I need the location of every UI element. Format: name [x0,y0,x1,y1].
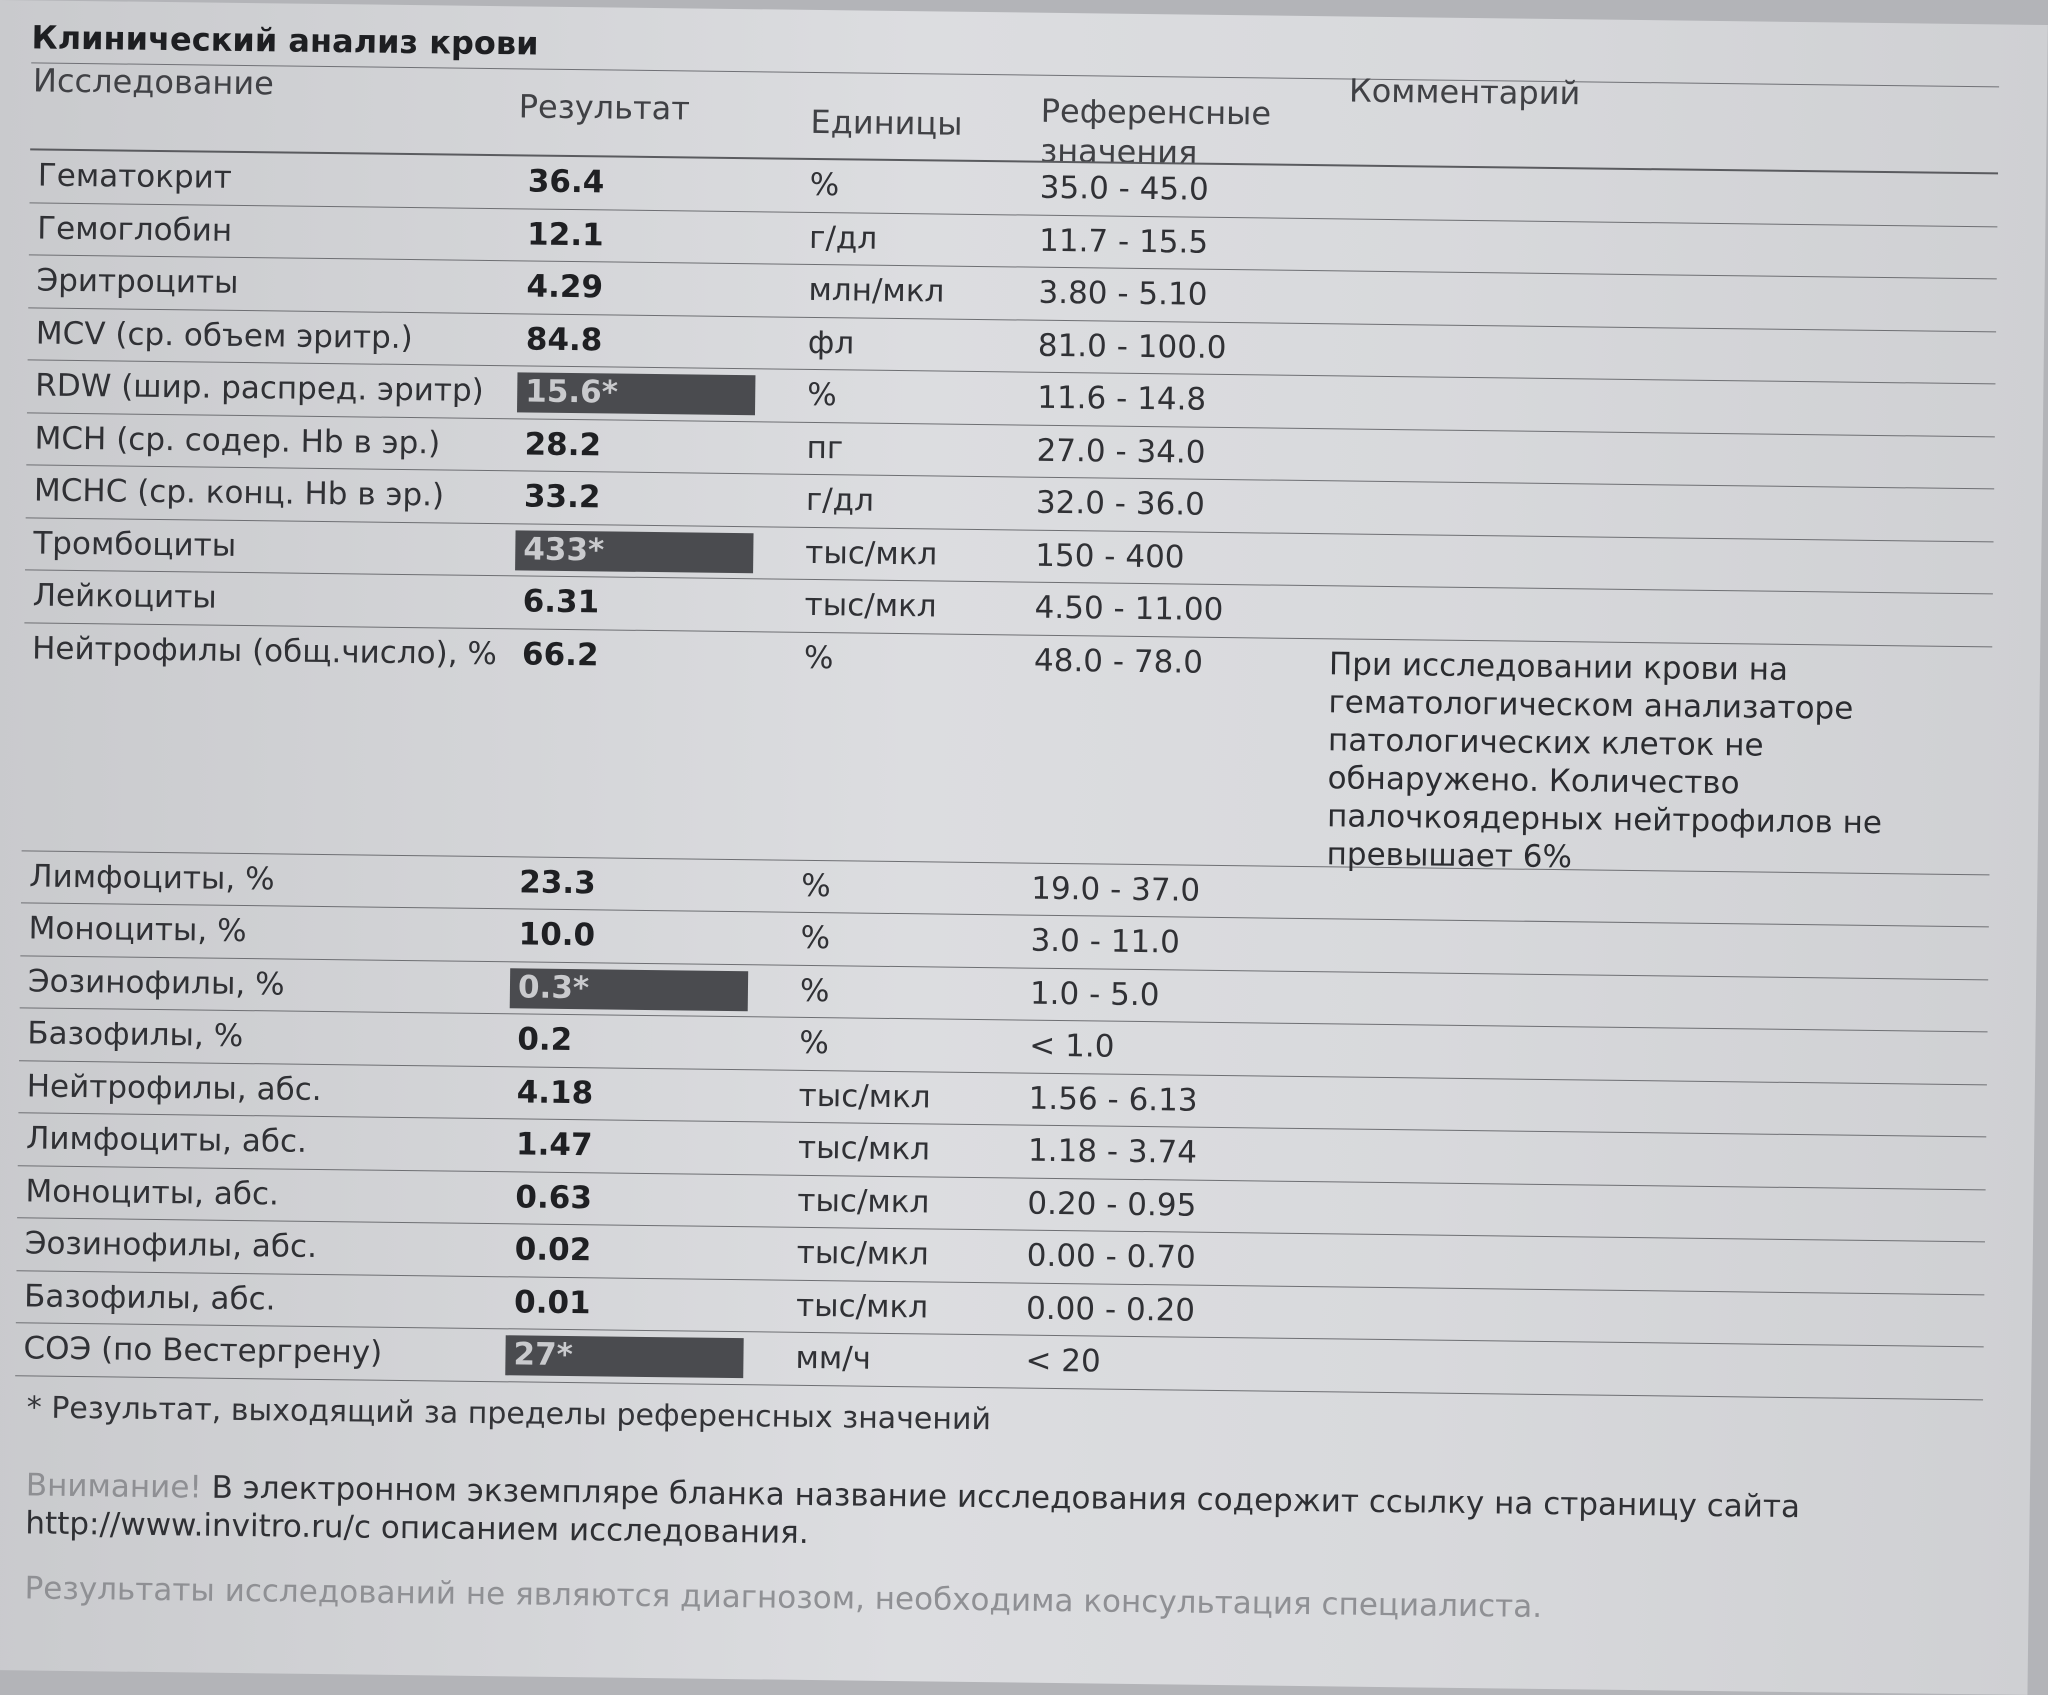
test-name: Лимфоциты, % [29,857,275,897]
reference-range: 0.00 - 0.70 [1026,1237,1196,1276]
report-title: Клинический анализ крови [31,18,539,63]
result-value-flagged: 0.3* [510,968,748,1011]
test-name: СОЭ (по Вестергрену) [23,1330,383,1371]
test-name: RDW (шир. распред. эритр) [35,367,484,409]
result-value: 84.8 [525,320,603,358]
attention-text: В электронном экземпляре бланка название исследования содержит ссылку на страницу сайта http://www.invitro.ru/с описанием исследования. [25,1469,1801,1551]
reference-range: 11.7 - 15.5 [1038,222,1209,261]
results-table [15,150,1998,1399]
test-name: Нейтрофилы, абс. [26,1067,322,1108]
units: % [803,639,834,676]
test-name: Моноциты, абс. [25,1172,280,1212]
test-name: Базофилы, % [27,1015,244,1055]
units: тыс/мкл [796,1234,929,1273]
units: млн/мкл [808,271,945,310]
test-name: Гематокрит [37,157,233,196]
result-value: 6.31 [522,583,600,621]
result-value: 23.3 [519,863,596,901]
test-name: Базофилы, абс. [23,1277,276,1317]
reference-range: < 1.0 [1029,1027,1115,1065]
result-value-flagged: 433* [515,530,753,573]
result-value: 10.0 [518,916,596,954]
title-divider [31,62,1999,87]
test-name: MCHC (ср. конц. Hb в эр.) [33,472,445,514]
attention-note [25,1466,1816,1564]
test-name: Лимфоциты, абс. [25,1120,308,1160]
reference-range: 1.56 - 6.13 [1028,1080,1198,1119]
reference-range: 48.0 - 78.0 [1033,642,1204,681]
reference-range: 0.20 - 0.95 [1027,1185,1197,1224]
result-value: 36.4 [527,163,605,201]
comment: При исследовании крови на гематологическом анализаторе патологических клеток не обнаружено. Количество палочкоядерных нейтрофилов не превышает 6% [1326,645,1883,875]
reference-range: 150 - 400 [1035,537,1185,576]
units: тыс/мкл [795,1287,929,1325]
reference-range: 1.0 - 5.0 [1029,975,1160,1013]
col-header-units: Единицы [810,102,963,143]
reference-range: 3.80 - 5.10 [1038,274,1208,313]
result-value: 4.18 [516,1073,594,1111]
reference-range: 3.0 - 11.0 [1030,922,1181,961]
result-value: 0.2 [517,1021,573,1059]
test-name: Нейтрофилы (общ.число), % [31,629,498,672]
units: % [799,1024,830,1062]
result-value: 4.29 [526,268,604,306]
units: % [799,972,830,1009]
reference-range: 11.6 - 14.8 [1036,379,1207,418]
units: пг [806,429,844,466]
test-name: Эозинофилы, % [27,962,285,1003]
reference-range: 19.0 - 37.0 [1031,870,1201,909]
result-value: 0.63 [515,1178,593,1216]
test-name: Гемоглобин [36,209,233,249]
units: % [800,919,831,957]
attention-label: Внимание! [25,1467,203,1506]
table-row [22,623,1993,875]
col-header-reference: Референсные значения [1040,91,1272,172]
result-value: 66.2 [521,635,599,673]
reference-range: 81.0 - 100.0 [1037,327,1227,366]
units: г/дл [808,219,878,257]
units: тыс/мкл [805,534,938,572]
units: тыс/мкл [798,1077,931,1115]
result-value: 0.01 [513,1283,591,1321]
reference-range: 4.50 - 11.00 [1034,589,1224,628]
test-name: Эритроциты [36,262,239,301]
units: тыс/мкл [804,586,937,625]
test-name: Лейкоциты [32,577,217,616]
units: тыс/мкл [797,1129,931,1168]
disclaimer: Результаты исследований не являются диагнозом, необходима консультация специалиста. [24,1570,1543,1625]
reference-range: 35.0 - 45.0 [1039,169,1209,208]
col-header-comment: Комментарий [1348,71,1581,113]
reference-range: 0.00 - 0.20 [1025,1290,1196,1329]
reference-range: 32.0 - 36.0 [1035,484,1206,523]
footnote: * Результат, выходящий за пределы референсных значений [26,1390,992,1438]
result-value: 12.1 [526,215,604,253]
result-value: 1.47 [515,1126,593,1164]
units: г/дл [805,481,875,519]
result-value: 0.02 [514,1231,592,1269]
test-name: Тромбоциты [33,524,237,564]
test-name: MCH (ср. содер. Hb в эр.) [34,419,441,461]
result-value-flagged: 27* [505,1335,743,1378]
units: % [807,376,837,414]
units: % [801,867,831,904]
col-header-result: Результат [518,87,691,128]
units: фл [807,324,855,361]
test-name: Эозинофилы, абс. [24,1225,318,1265]
result-value-flagged: 15.6* [517,372,755,415]
test-name: MCV (ср. объем эритр.) [35,314,413,356]
units: мм/ч [795,1339,872,1377]
test-name: Моноциты, % [28,910,247,950]
units: % [809,166,840,204]
col-header-test: Исследование [32,61,275,103]
result-value: 33.2 [523,478,601,516]
units: тыс/мкл [797,1182,930,1220]
result-value: 28.2 [524,425,602,463]
reference-range: 1.18 - 3.74 [1027,1132,1198,1171]
reference-range: < 20 [1025,1342,1101,1380]
reference-range: 27.0 - 34.0 [1036,432,1206,471]
